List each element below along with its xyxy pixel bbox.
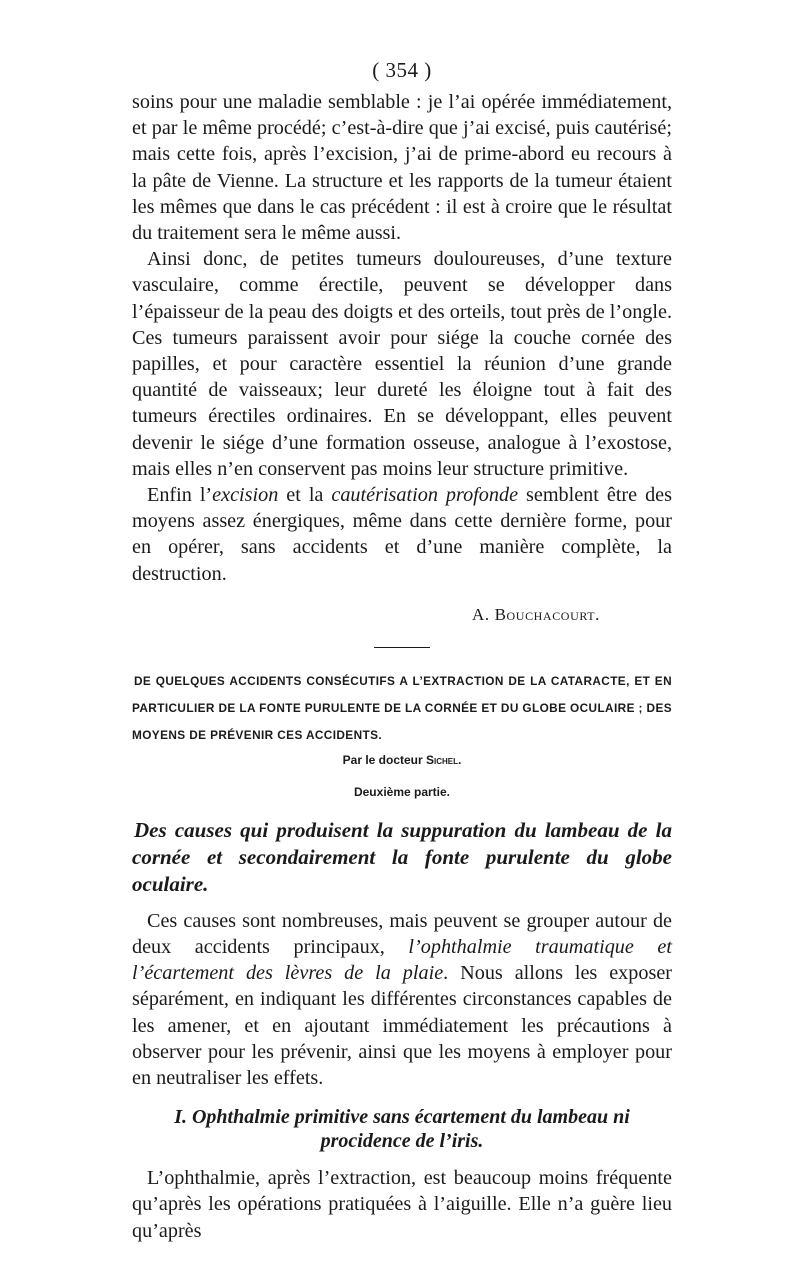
paragraph-3-before: Enfin l’ — [147, 484, 213, 507]
term-ophthalmie: l’ophthalmie traumatique et l’écartement des lèvres de la plaie — [132, 936, 672, 985]
signature: A. Bouchacourt. — [472, 604, 600, 624]
subheading-line-1: I. Ophthalmie primitive sans écartement du lambeau ni — [174, 1106, 630, 1129]
author-prefix: Par le docteur — [342, 752, 423, 767]
term-cauterisation: cautérisation profonde — [331, 484, 519, 507]
term-excision: excision — [212, 484, 279, 507]
subheading-line-2: procidence de l’iris. — [320, 1130, 484, 1153]
paragraph-4-after: . Nous allons les exposer séparément, en indiquant les différentes circonstances capables de les amener, et en ajoutant immédiatement les précautions à observer pour les prévenir, ainsi que les moyens à employer pour en neutraliser les effets. — [132, 962, 672, 1090]
paragraph-4 — [132, 908, 672, 1091]
paragraph-4-before: Ces causes sont nombreuses, mais peuvent se grouper autour de deux accidents principaux, — [132, 909, 672, 959]
article-title: DE QUELQUES ACCIDENTS CONSÉCUTIFS A L’EXTRACTION DE LA CATARACTE, ET EN PARTICULIER DE LA FONTE PURULENTE DE LA CORNÉE ET DU GLOBE OCULAIRE ; DES MOYENS DE PRÉVENIR CES ACCIDENTS. — [132, 673, 672, 742]
page-number: ( 354 ) — [372, 58, 432, 82]
subheading — [132, 1105, 672, 1153]
paragraph-3-after: semblent être des moyens assez énergiques, même dans cette dernière forme, pour en opérer, sans accidents et d’une manière complète, la destruction. — [132, 484, 672, 585]
author-name: Sichel. — [426, 752, 462, 767]
section-heading: Des causes qui produisent la suppuration du lambeau de la cornée et secondairement la fonte purulente du globe oculaire. — [132, 817, 672, 896]
section-divider — [374, 647, 430, 648]
paragraph-1: soins pour une maladie semblable : je l’ai opérée immédiatement, et par le même procédé; c’est-à-dire que j’ai excisé, puis cautérisé; mais cette fois, après l’excision, j’ai de prime-abord eu recours à la pâte de Vienne. La structure et les rapports de la tumeur étaient les mêmes que dans le cas précédent : il est à croire que le résultat du traitement sera le même aussi. — [132, 91, 672, 245]
part-label: Deuxième partie. — [353, 784, 451, 799]
paragraph-5: L’ophthalmie, après l’extraction, est beaucoup moins fréquente qu’après les opérations pratiquées à l’aiguille. Elle n’a guère lieu qu’après — [132, 1167, 672, 1242]
paragraph-3-middle: et la — [278, 484, 332, 507]
author-line — [132, 753, 672, 767]
paragraph-2: Ainsi donc, de petites tumeurs douloureuses, d’une texture vasculaire, comme érectile, peuvent se développer dans l’épaisseur de la peau des doigts et des orteils, tout près de l’ongle. Ces tumeurs paraissent avoir pour siége la couche cornée des papilles, et pour caractère essentiel la réunion d’une grande quantité de vaisseaux; leur dureté les éloigne tout à fait des tumeurs érectiles ordinaires. En se développant, elles peuvent devenir le siége d’une formation osseuse, analogue à l’exostose, mais elles n’en conservent pas moins leur structure primitive. — [132, 248, 672, 480]
paragraph-3 — [132, 482, 672, 587]
book-page — [132, 58, 672, 1244]
